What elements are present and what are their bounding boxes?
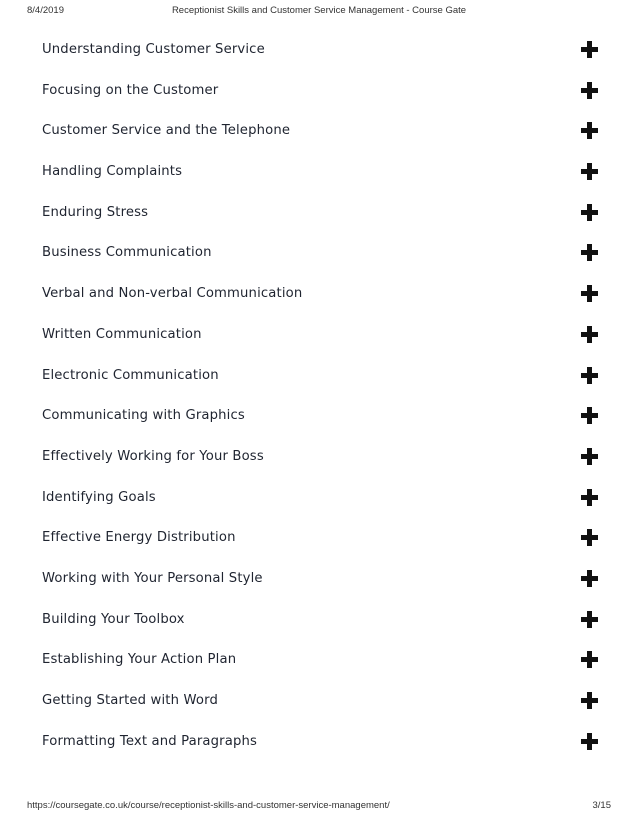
accordion-item-enduring-stress[interactable]: [0, 192, 638, 233]
accordion-item-working-with-your-personal-style[interactable]: [0, 558, 638, 599]
page-title: Receptionist Skills and Customer Service Management - Course Gate: [171, 5, 467, 16]
page-url: https://coursegate.co.uk/course/receptionist-skills-and-customer-service-management/: [27, 800, 390, 811]
plus-icon[interactable]: [581, 489, 598, 506]
page-number: 3/15: [592, 800, 611, 811]
course-curriculum-accordion: [0, 29, 638, 761]
accordion-item-label: Getting Started with Word: [42, 693, 218, 708]
accordion-item-establishing-your-action-plan[interactable]: [0, 639, 638, 680]
accordion-item-label: Working with Your Personal Style: [42, 570, 263, 586]
accordion-item-label: Establishing Your Action Plan: [42, 652, 237, 668]
plus-icon[interactable]: [581, 367, 598, 384]
plus-icon[interactable]: [581, 570, 598, 587]
plus-icon[interactable]: [581, 204, 598, 221]
plus-icon[interactable]: [581, 651, 598, 668]
accordion-item-label: Communicating with Graphics: [42, 408, 245, 424]
accordion-item-label: Effective Energy Distribution: [42, 530, 236, 546]
accordion-item-handling-complaints[interactable]: [0, 151, 638, 192]
plus-icon[interactable]: [581, 407, 598, 424]
accordion-item-label: Building Your Toolbox: [42, 611, 185, 627]
plus-icon[interactable]: [581, 82, 598, 99]
accordion-item-written-communication[interactable]: [0, 314, 638, 355]
accordion-item-verbal-and-non-verbal-communication[interactable]: [0, 273, 638, 314]
accordion-item-label: Identifying Goals: [42, 489, 156, 505]
accordion-item-customer-service-and-the-telephone[interactable]: [0, 110, 638, 151]
accordion-item-label: Effectively Working for Your Boss: [42, 448, 264, 464]
plus-icon[interactable]: [581, 163, 598, 180]
accordion-item-communicating-with-graphics[interactable]: [0, 395, 638, 436]
accordion-item-understanding-customer-service[interactable]: [0, 29, 638, 70]
accordion-item-business-communication[interactable]: [0, 232, 638, 273]
accordion-item-label: Focusing on the Customer: [42, 82, 219, 98]
plus-icon[interactable]: [581, 448, 598, 465]
accordion-item-identifying-goals[interactable]: [0, 477, 638, 518]
accordion-item-label: Understanding Customer Service: [42, 42, 265, 57]
plus-icon[interactable]: [581, 733, 598, 750]
accordion-item-effective-energy-distribution[interactable]: [0, 517, 638, 558]
accordion-item-getting-started-with-word[interactable]: [0, 680, 638, 721]
accordion-item-focusing-on-the-customer[interactable]: [0, 70, 638, 111]
plus-icon[interactable]: [581, 326, 598, 343]
plus-icon[interactable]: [581, 285, 598, 302]
accordion-item-label: Written Communication: [42, 326, 202, 342]
plus-icon[interactable]: [581, 529, 598, 546]
plus-icon[interactable]: [581, 244, 598, 261]
print-footer: [0, 798, 638, 816]
accordion-item-effectively-working-for-your-boss[interactable]: [0, 436, 638, 477]
accordion-item-label: Handling Complaints: [42, 164, 183, 180]
accordion-item-label: Electronic Communication: [42, 367, 219, 383]
accordion-item-label: Business Communication: [42, 245, 212, 261]
plus-icon[interactable]: [581, 692, 598, 709]
accordion-item-label: Customer Service and the Telephone: [42, 123, 291, 139]
accordion-item-formatting-text-and-paragraphs[interactable]: [0, 721, 638, 762]
accordion-item-label: Formatting Text and Paragraphs: [42, 733, 258, 749]
print-header: [0, 0, 638, 22]
accordion-item-label: Verbal and Non-verbal Communication: [42, 286, 303, 302]
accordion-item-electronic-communication[interactable]: [0, 355, 638, 396]
print-date: 8/4/2019: [27, 5, 64, 16]
plus-icon[interactable]: [581, 611, 598, 628]
plus-icon[interactable]: [581, 41, 598, 58]
accordion-item-building-your-toolbox[interactable]: [0, 599, 638, 640]
plus-icon[interactable]: [581, 122, 598, 139]
accordion-item-label: Enduring Stress: [42, 204, 149, 220]
